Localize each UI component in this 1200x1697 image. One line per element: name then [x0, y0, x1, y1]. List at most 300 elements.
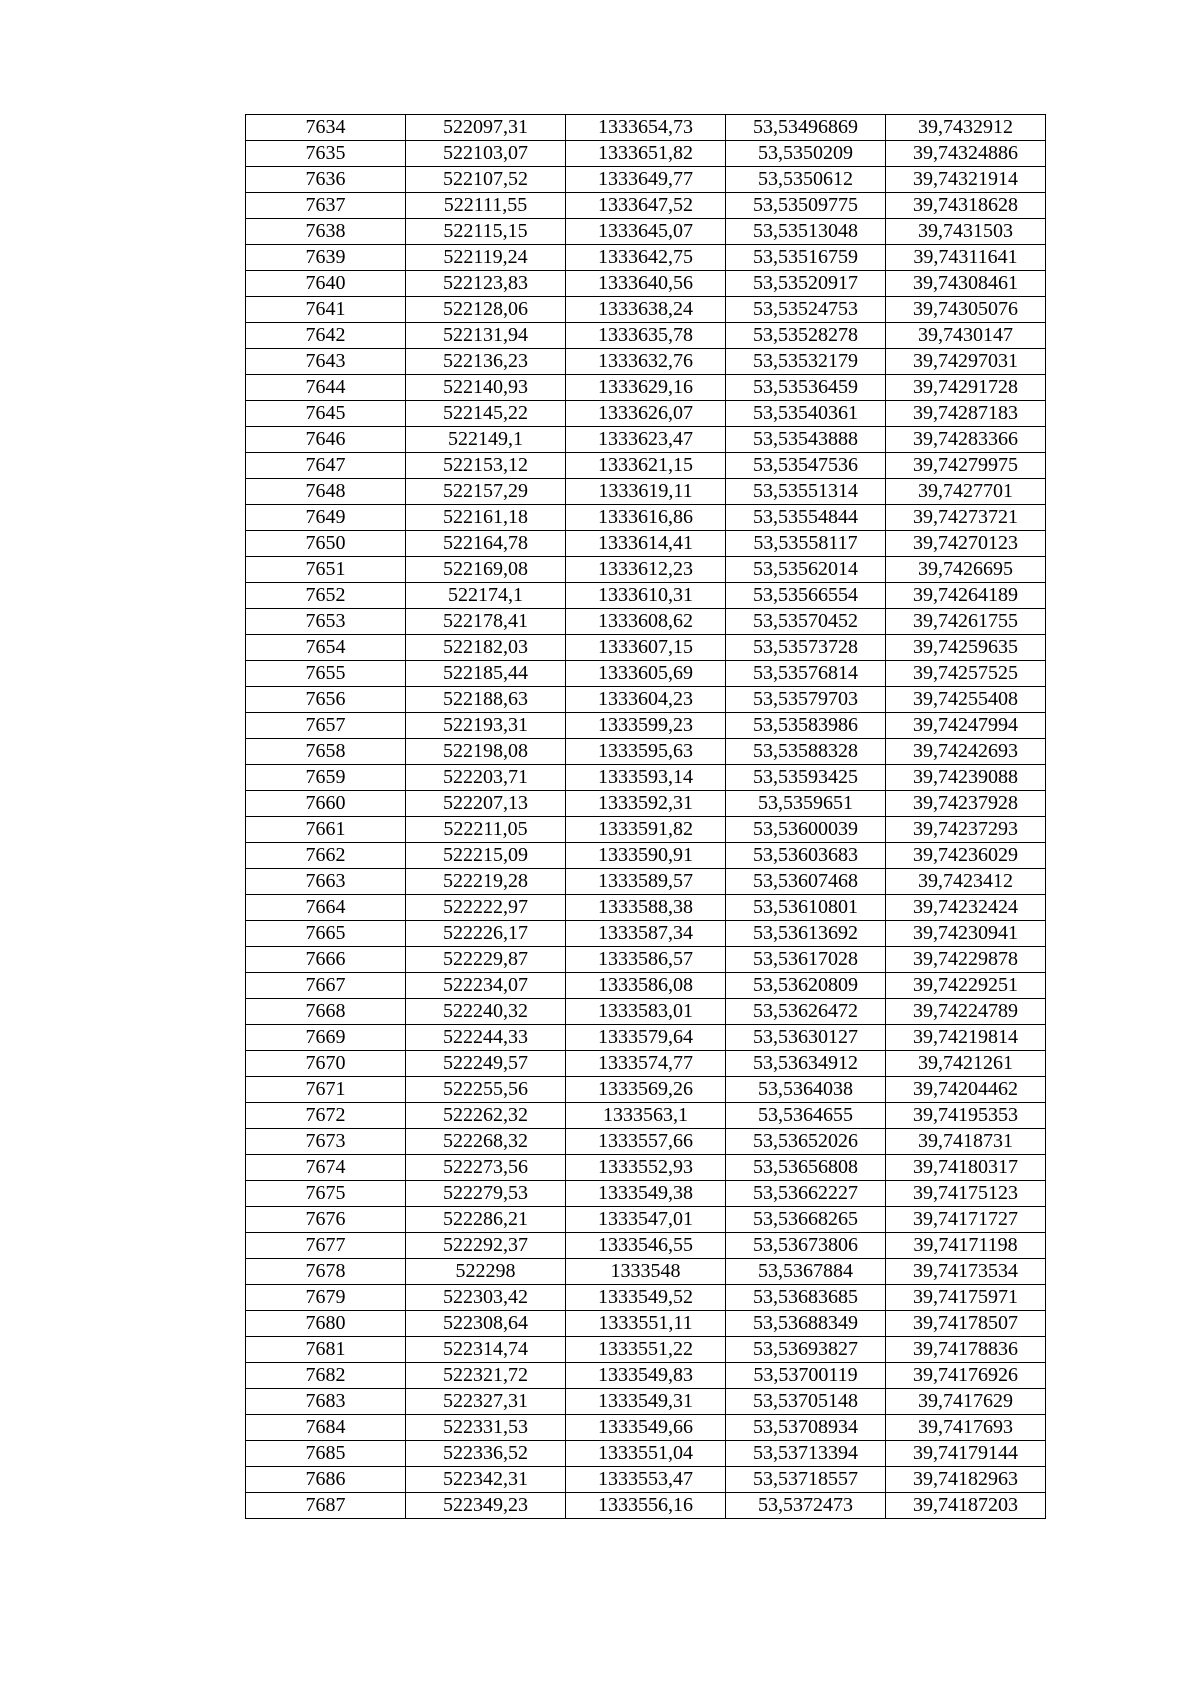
point-number-cell: 7644	[246, 375, 406, 401]
point-number-cell: 7650	[246, 531, 406, 557]
point-number-cell: 7687	[246, 1493, 406, 1519]
point-number-cell: 7658	[246, 739, 406, 765]
x-coordinate-cell: 522292,37	[406, 1233, 566, 1259]
x-coordinate-cell: 522119,24	[406, 245, 566, 271]
x-coordinate-cell: 522255,56	[406, 1077, 566, 1103]
x-coordinate-cell: 522226,17	[406, 921, 566, 947]
latitude-cell: 53,5364655	[726, 1103, 886, 1129]
point-number-cell: 7645	[246, 401, 406, 427]
x-coordinate-cell: 522161,18	[406, 505, 566, 531]
y-coordinate-cell: 1333621,15	[566, 453, 726, 479]
latitude-cell: 53,5367884	[726, 1259, 886, 1285]
latitude-cell: 53,53583986	[726, 713, 886, 739]
y-coordinate-cell: 1333587,34	[566, 921, 726, 947]
table-row	[246, 843, 1046, 869]
y-coordinate-cell: 1333557,66	[566, 1129, 726, 1155]
longitude-cell: 39,74273721	[886, 505, 1046, 531]
longitude-cell: 39,7427701	[886, 479, 1046, 505]
y-coordinate-cell: 1333629,16	[566, 375, 726, 401]
coordinates-table	[245, 114, 1046, 1519]
point-number-cell: 7665	[246, 921, 406, 947]
table-row	[246, 193, 1046, 219]
table-row	[246, 1077, 1046, 1103]
table-row	[246, 1389, 1046, 1415]
x-coordinate-cell: 522131,94	[406, 323, 566, 349]
y-coordinate-cell: 1333583,01	[566, 999, 726, 1025]
table-row	[246, 1467, 1046, 1493]
x-coordinate-cell: 522111,55	[406, 193, 566, 219]
point-number-cell: 7680	[246, 1311, 406, 1337]
point-number-cell: 7678	[246, 1259, 406, 1285]
longitude-cell: 39,74264189	[886, 583, 1046, 609]
latitude-cell: 53,53700119	[726, 1363, 886, 1389]
table-row	[246, 375, 1046, 401]
x-coordinate-cell: 522123,83	[406, 271, 566, 297]
longitude-cell: 39,74247994	[886, 713, 1046, 739]
x-coordinate-cell: 522188,63	[406, 687, 566, 713]
longitude-cell: 39,74255408	[886, 687, 1046, 713]
table-row	[246, 505, 1046, 531]
table-row	[246, 323, 1046, 349]
latitude-cell: 53,53551314	[726, 479, 886, 505]
table-row	[246, 401, 1046, 427]
longitude-cell: 39,74279975	[886, 453, 1046, 479]
y-coordinate-cell: 1333640,56	[566, 271, 726, 297]
x-coordinate-cell: 522314,74	[406, 1337, 566, 1363]
latitude-cell: 53,53683685	[726, 1285, 886, 1311]
x-coordinate-cell: 522240,32	[406, 999, 566, 1025]
y-coordinate-cell: 1333549,38	[566, 1181, 726, 1207]
longitude-cell: 39,74178836	[886, 1337, 1046, 1363]
x-coordinate-cell: 522207,13	[406, 791, 566, 817]
longitude-cell: 39,7421261	[886, 1051, 1046, 1077]
longitude-cell: 39,74178507	[886, 1311, 1046, 1337]
point-number-cell: 7653	[246, 609, 406, 635]
x-coordinate-cell: 522178,41	[406, 609, 566, 635]
table-row	[246, 1025, 1046, 1051]
point-number-cell: 7667	[246, 973, 406, 999]
x-coordinate-cell: 522211,05	[406, 817, 566, 843]
point-number-cell: 7655	[246, 661, 406, 687]
latitude-cell: 53,53558117	[726, 531, 886, 557]
table-row	[246, 1181, 1046, 1207]
longitude-cell: 39,7418731	[886, 1129, 1046, 1155]
longitude-cell: 39,74175123	[886, 1181, 1046, 1207]
x-coordinate-cell: 522244,33	[406, 1025, 566, 1051]
x-coordinate-cell: 522273,56	[406, 1155, 566, 1181]
y-coordinate-cell: 1333549,66	[566, 1415, 726, 1441]
table-row	[246, 1441, 1046, 1467]
y-coordinate-cell: 1333619,11	[566, 479, 726, 505]
point-number-cell: 7654	[246, 635, 406, 661]
latitude-cell: 53,53509775	[726, 193, 886, 219]
latitude-cell: 53,53528278	[726, 323, 886, 349]
latitude-cell: 53,5350612	[726, 167, 886, 193]
table-row	[246, 531, 1046, 557]
x-coordinate-cell: 522298	[406, 1259, 566, 1285]
point-number-cell: 7673	[246, 1129, 406, 1155]
table-row	[246, 999, 1046, 1025]
longitude-cell: 39,7417693	[886, 1415, 1046, 1441]
y-coordinate-cell: 1333556,16	[566, 1493, 726, 1519]
table-row	[246, 1051, 1046, 1077]
latitude-cell: 53,53620809	[726, 973, 886, 999]
y-coordinate-cell: 1333595,63	[566, 739, 726, 765]
point-number-cell: 7670	[246, 1051, 406, 1077]
table-row	[246, 1493, 1046, 1519]
x-coordinate-cell: 522303,42	[406, 1285, 566, 1311]
latitude-cell: 53,53626472	[726, 999, 886, 1025]
table-row	[246, 1103, 1046, 1129]
y-coordinate-cell: 1333569,26	[566, 1077, 726, 1103]
point-number-cell: 7640	[246, 271, 406, 297]
longitude-cell: 39,74236029	[886, 843, 1046, 869]
x-coordinate-cell: 522103,07	[406, 141, 566, 167]
x-coordinate-cell: 522262,32	[406, 1103, 566, 1129]
latitude-cell: 53,53607468	[726, 869, 886, 895]
y-coordinate-cell: 1333546,55	[566, 1233, 726, 1259]
table-row	[246, 141, 1046, 167]
table-row	[246, 245, 1046, 271]
latitude-cell: 53,53579703	[726, 687, 886, 713]
point-number-cell: 7643	[246, 349, 406, 375]
y-coordinate-cell: 1333586,57	[566, 947, 726, 973]
y-coordinate-cell: 1333632,76	[566, 349, 726, 375]
x-coordinate-cell: 522321,72	[406, 1363, 566, 1389]
table-row	[246, 583, 1046, 609]
x-coordinate-cell: 522198,08	[406, 739, 566, 765]
x-coordinate-cell: 522203,71	[406, 765, 566, 791]
x-coordinate-cell: 522279,53	[406, 1181, 566, 1207]
latitude-cell: 53,53554844	[726, 505, 886, 531]
table-body	[246, 115, 1046, 1519]
point-number-cell: 7648	[246, 479, 406, 505]
y-coordinate-cell: 1333614,41	[566, 531, 726, 557]
longitude-cell: 39,7423412	[886, 869, 1046, 895]
longitude-cell: 39,74171198	[886, 1233, 1046, 1259]
table-row	[246, 973, 1046, 999]
table-row	[246, 609, 1046, 635]
longitude-cell: 39,74270123	[886, 531, 1046, 557]
x-coordinate-cell: 522193,31	[406, 713, 566, 739]
longitude-cell: 39,74229251	[886, 973, 1046, 999]
table-row	[246, 219, 1046, 245]
longitude-cell: 39,74180317	[886, 1155, 1046, 1181]
table-row	[246, 1259, 1046, 1285]
point-number-cell: 7664	[246, 895, 406, 921]
table-row	[246, 167, 1046, 193]
y-coordinate-cell: 1333590,91	[566, 843, 726, 869]
point-number-cell: 7672	[246, 1103, 406, 1129]
table-row	[246, 895, 1046, 921]
longitude-cell: 39,74291728	[886, 375, 1046, 401]
table-row	[246, 791, 1046, 817]
longitude-cell: 39,74305076	[886, 297, 1046, 323]
x-coordinate-cell: 522229,87	[406, 947, 566, 973]
table-row	[246, 1311, 1046, 1337]
latitude-cell: 53,53718557	[726, 1467, 886, 1493]
latitude-cell: 53,53562014	[726, 557, 886, 583]
x-coordinate-cell: 522115,15	[406, 219, 566, 245]
y-coordinate-cell: 1333588,38	[566, 895, 726, 921]
point-number-cell: 7660	[246, 791, 406, 817]
point-number-cell: 7675	[246, 1181, 406, 1207]
latitude-cell: 53,53536459	[726, 375, 886, 401]
longitude-cell: 39,74179144	[886, 1441, 1046, 1467]
point-number-cell: 7636	[246, 167, 406, 193]
y-coordinate-cell: 1333647,52	[566, 193, 726, 219]
longitude-cell: 39,74195353	[886, 1103, 1046, 1129]
latitude-cell: 53,53630127	[726, 1025, 886, 1051]
x-coordinate-cell: 522169,08	[406, 557, 566, 583]
table-row	[246, 1363, 1046, 1389]
longitude-cell: 39,74187203	[886, 1493, 1046, 1519]
latitude-cell: 53,53603683	[726, 843, 886, 869]
longitude-cell: 39,74239088	[886, 765, 1046, 791]
longitude-cell: 39,7417629	[886, 1389, 1046, 1415]
y-coordinate-cell: 1333547,01	[566, 1207, 726, 1233]
latitude-cell: 53,53520917	[726, 271, 886, 297]
y-coordinate-cell: 1333651,82	[566, 141, 726, 167]
latitude-cell: 53,5359651	[726, 791, 886, 817]
latitude-cell: 53,53496869	[726, 115, 886, 141]
point-number-cell: 7646	[246, 427, 406, 453]
longitude-cell: 39,74237928	[886, 791, 1046, 817]
table-row	[246, 1233, 1046, 1259]
table-row	[246, 1415, 1046, 1441]
table-row	[246, 921, 1046, 947]
point-number-cell: 7634	[246, 115, 406, 141]
latitude-cell: 53,5372473	[726, 1493, 886, 1519]
latitude-cell: 53,53540361	[726, 401, 886, 427]
table-row	[246, 557, 1046, 583]
y-coordinate-cell: 1333642,75	[566, 245, 726, 271]
table-row	[246, 479, 1046, 505]
x-coordinate-cell: 522107,52	[406, 167, 566, 193]
latitude-cell: 53,53613692	[726, 921, 886, 947]
latitude-cell: 53,53532179	[726, 349, 886, 375]
y-coordinate-cell: 1333548	[566, 1259, 726, 1285]
latitude-cell: 53,53610801	[726, 895, 886, 921]
latitude-cell: 53,53634912	[726, 1051, 886, 1077]
table-row	[246, 1337, 1046, 1363]
table-row	[246, 1207, 1046, 1233]
y-coordinate-cell: 1333592,31	[566, 791, 726, 817]
y-coordinate-cell: 1333623,47	[566, 427, 726, 453]
longitude-cell: 39,74237293	[886, 817, 1046, 843]
y-coordinate-cell: 1333635,78	[566, 323, 726, 349]
y-coordinate-cell: 1333591,82	[566, 817, 726, 843]
longitude-cell: 39,74171727	[886, 1207, 1046, 1233]
latitude-cell: 53,53593425	[726, 765, 886, 791]
longitude-cell: 39,7432912	[886, 115, 1046, 141]
latitude-cell: 53,53656808	[726, 1155, 886, 1181]
latitude-cell: 53,53617028	[726, 947, 886, 973]
point-number-cell: 7677	[246, 1233, 406, 1259]
y-coordinate-cell: 1333605,69	[566, 661, 726, 687]
latitude-cell: 53,53662227	[726, 1181, 886, 1207]
x-coordinate-cell: 522215,09	[406, 843, 566, 869]
y-coordinate-cell: 1333645,07	[566, 219, 726, 245]
point-number-cell: 7671	[246, 1077, 406, 1103]
table-row	[246, 115, 1046, 141]
longitude-cell: 39,74259635	[886, 635, 1046, 661]
y-coordinate-cell: 1333551,04	[566, 1441, 726, 1467]
y-coordinate-cell: 1333593,14	[566, 765, 726, 791]
table-row	[246, 713, 1046, 739]
point-number-cell: 7684	[246, 1415, 406, 1441]
point-number-cell: 7661	[246, 817, 406, 843]
point-number-cell: 7652	[246, 583, 406, 609]
y-coordinate-cell: 1333574,77	[566, 1051, 726, 1077]
latitude-cell: 53,53708934	[726, 1415, 886, 1441]
point-number-cell: 7637	[246, 193, 406, 219]
latitude-cell: 53,5350209	[726, 141, 886, 167]
latitude-cell: 53,53688349	[726, 1311, 886, 1337]
longitude-cell: 39,7430147	[886, 323, 1046, 349]
y-coordinate-cell: 1333552,93	[566, 1155, 726, 1181]
table-row	[246, 453, 1046, 479]
y-coordinate-cell: 1333579,64	[566, 1025, 726, 1051]
point-number-cell: 7656	[246, 687, 406, 713]
longitude-cell: 39,74219814	[886, 1025, 1046, 1051]
point-number-cell: 7657	[246, 713, 406, 739]
x-coordinate-cell: 522128,06	[406, 297, 566, 323]
table-row	[246, 869, 1046, 895]
longitude-cell: 39,74176926	[886, 1363, 1046, 1389]
longitude-cell: 39,74229878	[886, 947, 1046, 973]
y-coordinate-cell: 1333649,77	[566, 167, 726, 193]
y-coordinate-cell: 1333638,24	[566, 297, 726, 323]
point-number-cell: 7639	[246, 245, 406, 271]
x-coordinate-cell: 522164,78	[406, 531, 566, 557]
table-row	[246, 271, 1046, 297]
y-coordinate-cell: 1333616,86	[566, 505, 726, 531]
longitude-cell: 39,74297031	[886, 349, 1046, 375]
x-coordinate-cell: 522268,32	[406, 1129, 566, 1155]
table-row	[246, 297, 1046, 323]
latitude-cell: 53,53576814	[726, 661, 886, 687]
point-number-cell: 7642	[246, 323, 406, 349]
x-coordinate-cell: 522182,03	[406, 635, 566, 661]
point-number-cell: 7663	[246, 869, 406, 895]
y-coordinate-cell: 1333604,23	[566, 687, 726, 713]
table-row	[246, 687, 1046, 713]
y-coordinate-cell: 1333589,57	[566, 869, 726, 895]
y-coordinate-cell: 1333608,62	[566, 609, 726, 635]
x-coordinate-cell: 522136,23	[406, 349, 566, 375]
y-coordinate-cell: 1333549,52	[566, 1285, 726, 1311]
x-coordinate-cell: 522149,1	[406, 427, 566, 453]
point-number-cell: 7668	[246, 999, 406, 1025]
y-coordinate-cell: 1333599,23	[566, 713, 726, 739]
latitude-cell: 53,53513048	[726, 219, 886, 245]
table-row	[246, 1285, 1046, 1311]
latitude-cell: 53,53524753	[726, 297, 886, 323]
table-row	[246, 427, 1046, 453]
latitude-cell: 53,53652026	[726, 1129, 886, 1155]
latitude-cell: 53,5364038	[726, 1077, 886, 1103]
table-row	[246, 1129, 1046, 1155]
longitude-cell: 39,74261755	[886, 609, 1046, 635]
x-coordinate-cell: 522331,53	[406, 1415, 566, 1441]
y-coordinate-cell: 1333551,11	[566, 1311, 726, 1337]
latitude-cell: 53,53516759	[726, 245, 886, 271]
longitude-cell: 39,74173534	[886, 1259, 1046, 1285]
point-number-cell: 7647	[246, 453, 406, 479]
y-coordinate-cell: 1333610,31	[566, 583, 726, 609]
longitude-cell: 39,74321914	[886, 167, 1046, 193]
longitude-cell: 39,74324886	[886, 141, 1046, 167]
longitude-cell: 39,74175971	[886, 1285, 1046, 1311]
latitude-cell: 53,53573728	[726, 635, 886, 661]
y-coordinate-cell: 1333549,83	[566, 1363, 726, 1389]
x-coordinate-cell: 522097,31	[406, 115, 566, 141]
point-number-cell: 7683	[246, 1389, 406, 1415]
x-coordinate-cell: 522174,1	[406, 583, 566, 609]
x-coordinate-cell: 522185,44	[406, 661, 566, 687]
longitude-cell: 39,74204462	[886, 1077, 1046, 1103]
table-row	[246, 635, 1046, 661]
latitude-cell: 53,53588328	[726, 739, 886, 765]
point-number-cell: 7641	[246, 297, 406, 323]
point-number-cell: 7666	[246, 947, 406, 973]
x-coordinate-cell: 522140,93	[406, 375, 566, 401]
longitude-cell: 39,74308461	[886, 271, 1046, 297]
latitude-cell: 53,53570452	[726, 609, 886, 635]
x-coordinate-cell: 522327,31	[406, 1389, 566, 1415]
table-row	[246, 739, 1046, 765]
y-coordinate-cell: 1333553,47	[566, 1467, 726, 1493]
x-coordinate-cell: 522336,52	[406, 1441, 566, 1467]
point-number-cell: 7638	[246, 219, 406, 245]
latitude-cell: 53,53668265	[726, 1207, 886, 1233]
point-number-cell: 7679	[246, 1285, 406, 1311]
point-number-cell: 7681	[246, 1337, 406, 1363]
longitude-cell: 39,74242693	[886, 739, 1046, 765]
point-number-cell: 7651	[246, 557, 406, 583]
x-coordinate-cell: 522145,22	[406, 401, 566, 427]
y-coordinate-cell: 1333563,1	[566, 1103, 726, 1129]
longitude-cell: 39,74224789	[886, 999, 1046, 1025]
y-coordinate-cell: 1333612,23	[566, 557, 726, 583]
table-row	[246, 817, 1046, 843]
longitude-cell: 39,74283366	[886, 427, 1046, 453]
longitude-cell: 39,74287183	[886, 401, 1046, 427]
longitude-cell: 39,74257525	[886, 661, 1046, 687]
x-coordinate-cell: 522222,97	[406, 895, 566, 921]
y-coordinate-cell: 1333551,22	[566, 1337, 726, 1363]
y-coordinate-cell: 1333654,73	[566, 115, 726, 141]
latitude-cell: 53,53547536	[726, 453, 886, 479]
table-row	[246, 1155, 1046, 1181]
latitude-cell: 53,53713394	[726, 1441, 886, 1467]
longitude-cell: 39,74318628	[886, 193, 1046, 219]
x-coordinate-cell: 522342,31	[406, 1467, 566, 1493]
x-coordinate-cell: 522153,12	[406, 453, 566, 479]
latitude-cell: 53,53693827	[726, 1337, 886, 1363]
point-number-cell: 7676	[246, 1207, 406, 1233]
longitude-cell: 39,74232424	[886, 895, 1046, 921]
table-row	[246, 349, 1046, 375]
point-number-cell: 7685	[246, 1441, 406, 1467]
point-number-cell: 7686	[246, 1467, 406, 1493]
latitude-cell: 53,53600039	[726, 817, 886, 843]
latitude-cell: 53,53705148	[726, 1389, 886, 1415]
table-row	[246, 661, 1046, 687]
x-coordinate-cell: 522157,29	[406, 479, 566, 505]
longitude-cell: 39,7431503	[886, 219, 1046, 245]
